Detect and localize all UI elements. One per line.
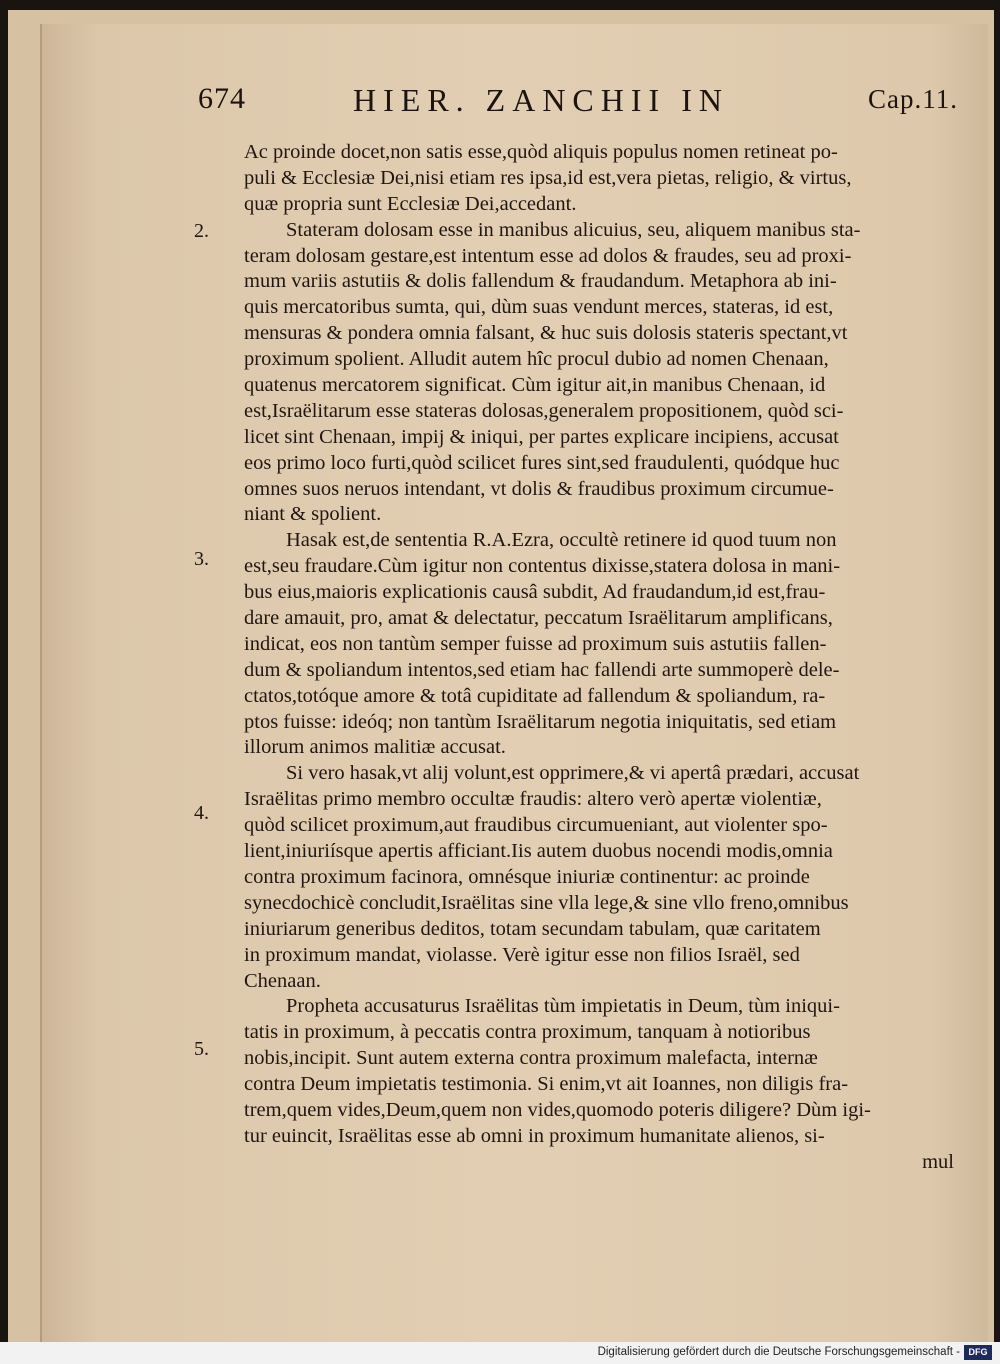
text-line: iniuriarum generibus deditos, totam secundam tabulam, quæ caritatem bbox=[244, 917, 821, 940]
scanned-page bbox=[8, 10, 994, 1342]
text-line: niant & spolient. bbox=[244, 503, 382, 526]
text-line: quæ propria sunt Ecclesiæ Dei,accedant. bbox=[244, 192, 577, 215]
text-line: quatenus mercatorem significat. Cùm igitur ait,in manibus Chenaan, id bbox=[244, 374, 826, 397]
paragraph-number: 4. bbox=[194, 802, 209, 824]
text-line: Ac proinde docet,non satis esse,quòd aliquis populus nomen retineat po- bbox=[244, 141, 838, 163]
text-line: in proximum mandat, violasse. Verè igitur esse non filios Israël, sed bbox=[244, 943, 800, 966]
text-line: teram dolosam gestare,est intentum esse ad dolos & fraudes, seu ad proxi- bbox=[244, 244, 852, 267]
text-line: quis mercatoribus sumta, qui, dùm suas vendunt merces, stateras, id est, bbox=[244, 296, 834, 319]
text-line: licet sint Chenaan, impij & iniqui, per partes explicare incipiens, accusat bbox=[244, 425, 839, 448]
text-line: est,seu fraudare.Cùm igitur non contentus dixisse,statera dolosa in mani- bbox=[244, 555, 841, 578]
paragraph-number: 2. bbox=[194, 220, 209, 242]
text-line: indicat, eos non tantùm semper fuisse ad proximum suis astutiis fallen- bbox=[244, 632, 827, 655]
running-header bbox=[198, 82, 958, 126]
text-line: puli & Ecclesiæ Dei,nisi etiam res ipsa,id est,vera pietas, religio, & virtus, bbox=[244, 166, 852, 189]
text-line: Si vero hasak,vt alij volunt,est opprimere,& vi apertâ prædari, accusat bbox=[286, 762, 860, 785]
text-line: contra proximum facinora, omnésque iniuriæ continentur: ac proinde bbox=[244, 865, 810, 888]
paragraph-number: 3. bbox=[194, 548, 209, 570]
digitization-footer bbox=[0, 1342, 1000, 1364]
text-line: illorum animos malitiæ accusat. bbox=[244, 736, 506, 759]
text-line: trem,quem vides,Deum,quem non vides,quomodo poteris diligere? Dùm igi- bbox=[244, 1098, 871, 1121]
text-line: ctatos,totóque amore & totâ cupiditate ad fallendum & spoliandum, ra- bbox=[244, 684, 826, 707]
text-line: eos primo loco furti,quòd scilicet fures sint,sed fraudulenti, quódque huc bbox=[244, 451, 840, 474]
running-title: HIER. ZANCHII IN bbox=[353, 82, 729, 118]
text-line: Stateram dolosam esse in manibus alicuius, seu, aliquem manibus sta- bbox=[286, 218, 861, 241]
body-text bbox=[244, 140, 954, 1176]
text-line: dum & spoliandum intentos,sed etiam hac fallendi arte summoperè dele- bbox=[244, 658, 840, 681]
chapter-label: Cap.11. bbox=[868, 84, 958, 114]
text-line: nobis,incipit. Sunt autem externa contra proximum malefacta, internæ bbox=[244, 1047, 818, 1070]
dfg-logo: DFG bbox=[964, 1345, 992, 1360]
text-line: ptos fuisse: ideóq; non tantùm Israëlitarum negotia iniquitatis, sed etiam bbox=[244, 710, 837, 733]
text-line: proximum spolient. Alludit autem hîc procul dubio ad nomen Chenaan, bbox=[244, 348, 829, 371]
text-line: lient,iniuriísque apertis afficiant.Iis autem duobus nocendi modis,omnia bbox=[244, 840, 833, 863]
text-line: tur euincit, Israëlitas esse ab omni in proximum humanitate alienos, si- bbox=[244, 1124, 825, 1147]
catchword: mul bbox=[922, 1150, 954, 1173]
text-line: Israëlitas primo membro occultæ fraudis: altero verò apertæ violentiæ, bbox=[244, 788, 822, 811]
text-line: Propheta accusaturus Israëlitas tùm impietatis in Deum, tùm iniqui- bbox=[286, 995, 840, 1018]
text-line: synecdochicè concludit,Israëlitas sine vlla lege,& sine vllo freno,omnibus bbox=[244, 891, 849, 914]
text-line: dare amauit, pro, amat & delectatur, peccatum Israëlitarum amplificans, bbox=[244, 607, 833, 630]
text-line: quòd scilicet proximum,aut fraudibus circumueniant, aut violenter spo- bbox=[244, 814, 828, 837]
text-line: est,Israëlitarum esse stateras dolosas,generalem propositionem, quòd sci- bbox=[244, 399, 844, 422]
text-line: bus eius,maioris explicationis causâ subdit, Ad fraudandum,id est,frau- bbox=[244, 581, 826, 604]
text-line: Chenaan. bbox=[244, 969, 321, 992]
text-line: mum variis astutiis & dolis fallendum & fraudandum. Metaphora ab ini- bbox=[244, 270, 837, 293]
text-line: contra Deum impietatis testimonia. Si enim,vt ait Ioannes, non diligis fra- bbox=[244, 1073, 849, 1096]
paragraph-number: 5. bbox=[194, 1038, 209, 1060]
text-line: Hasak est,de sententia R.A.Ezra, occultè retinere id quod tuum non bbox=[286, 529, 837, 552]
text-line: tatis in proximum, à peccatis contra proximum, tanquam à notioribus bbox=[244, 1021, 811, 1044]
text-line: mensuras & pondera omnia falsant, & huc suis dolosis stateris spectant,vt bbox=[244, 322, 848, 345]
page-number: 674 bbox=[198, 82, 246, 115]
text-line: omnes suos neruos intendant, vt dolis & fraudibus proximum circumue- bbox=[244, 477, 834, 500]
footer-credit: Digitalisierung gefördert durch die Deutsche Forschungsgemeinschaft - bbox=[597, 1346, 960, 1358]
